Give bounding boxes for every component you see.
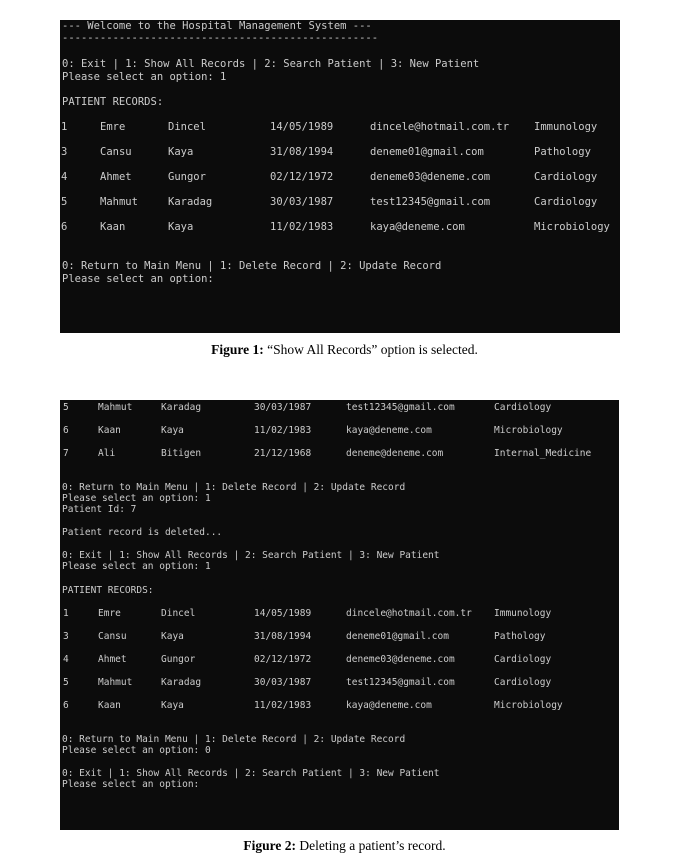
cell-dept: Microbiology <box>494 425 563 436</box>
cell-first: Mahmut <box>100 196 138 208</box>
patient-id-line: Patient Id: 7 <box>62 504 137 515</box>
cell-last: Dincel <box>168 121 206 133</box>
cell-first: Cansu <box>100 146 132 158</box>
prompt-line: Please select an option: 1 <box>62 561 211 572</box>
cell-dept: Immunology <box>534 121 598 133</box>
cell-id: 1 <box>63 608 69 619</box>
cell-email: dincele@hotmail.com.tr <box>370 121 510 133</box>
cell-email: kaya@deneme.com <box>370 221 465 233</box>
cell-dob: 21/12/1968 <box>254 448 312 459</box>
cell-dept: Cardiology <box>534 196 598 208</box>
cell-email: deneme01@gmail.com <box>346 631 449 642</box>
table-row <box>60 425 619 439</box>
cell-dob: 30/03/1987 <box>254 402 312 413</box>
caption-label: Figure 1: <box>211 342 264 357</box>
terminal-screenshot-2 <box>60 400 619 830</box>
cell-dept: Microbiology <box>494 700 563 711</box>
cell-dept: Microbiology <box>534 221 610 233</box>
cell-last: Kaya <box>161 631 184 642</box>
cell-dob: 14/05/1989 <box>254 608 312 619</box>
table-row <box>60 677 619 691</box>
cell-last: Karadag <box>161 402 202 413</box>
cell-first: Kaan <box>100 221 126 233</box>
cell-dob: 11/02/1983 <box>270 221 334 233</box>
cell-last: Karadag <box>161 677 202 688</box>
cell-dob: 14/05/1989 <box>270 121 334 133</box>
table-row <box>60 402 619 416</box>
cell-id: 5 <box>63 677 69 688</box>
table-row <box>60 221 620 235</box>
cell-last: Dincel <box>161 608 196 619</box>
terminal-screenshot-1 <box>60 20 620 333</box>
cell-id: 4 <box>61 171 68 183</box>
table-row <box>60 700 619 714</box>
table-row <box>60 654 619 668</box>
sub-menu-line: 0: Return to Main Menu | 1: Delete Record | 2: Update Record <box>62 482 406 493</box>
cell-first: Kaan <box>98 425 121 436</box>
cell-first: Mahmut <box>98 402 133 413</box>
table-row <box>60 448 619 462</box>
sub-menu-line: 0: Return to Main Menu | 1: Delete Record | 2: Update Record <box>62 260 442 272</box>
cell-dept: Pathology <box>494 631 546 642</box>
cell-dob: 31/08/1994 <box>270 146 334 158</box>
cell-dob: 11/02/1983 <box>254 425 312 436</box>
prompt-line: Please select an option: <box>62 779 200 790</box>
prompt-line: Please select an option: 1 <box>62 71 227 83</box>
cell-id: 6 <box>63 700 69 711</box>
cell-dept: Pathology <box>534 146 591 158</box>
cell-dept: Immunology <box>494 608 552 619</box>
cell-id: 5 <box>61 196 68 208</box>
prompt-line: Please select an option: 0 <box>62 745 211 756</box>
cell-dob: 31/08/1994 <box>254 631 312 642</box>
cell-dept: Cardiology <box>494 402 552 413</box>
caption-text: “Show All Records” option is selected. <box>263 342 478 357</box>
cell-first: Kaan <box>98 700 121 711</box>
cell-dob: 02/12/1972 <box>254 654 312 665</box>
sub-menu-line: 0: Return to Main Menu | 1: Delete Record | 2: Update Record <box>62 734 406 745</box>
cell-first: Ahmet <box>100 171 132 183</box>
cell-last: Karadag <box>168 196 213 208</box>
cell-dept: Internal_Medicine <box>494 448 592 459</box>
cell-first: Ali <box>98 448 116 459</box>
cell-first: Mahmut <box>98 677 133 688</box>
cell-email: deneme@deneme.com <box>346 448 444 459</box>
prompt-line: Please select an option: <box>62 273 214 285</box>
cell-dob: 11/02/1983 <box>254 700 312 711</box>
main-menu-line: 0: Exit | 1: Show All Records | 2: Search Patient | 3: New Patient <box>62 768 440 779</box>
main-menu-line: 0: Exit | 1: Show All Records | 2: Search Patient | 3: New Patient <box>62 550 440 561</box>
cell-first: Emre <box>98 608 121 619</box>
figure-caption-1 <box>0 342 689 358</box>
cell-email: kaya@deneme.com <box>346 425 432 436</box>
cell-last: Gungor <box>161 654 196 665</box>
cell-id: 7 <box>63 448 69 459</box>
cell-id: 3 <box>61 146 68 158</box>
cell-dept: Cardiology <box>494 677 552 688</box>
cell-id: 1 <box>61 121 68 133</box>
records-header: PATIENT RECORDS: <box>62 585 154 596</box>
cell-dob: 30/03/1987 <box>270 196 334 208</box>
cell-last: Kaya <box>168 221 194 233</box>
cell-last: Gungor <box>168 171 206 183</box>
cell-first: Emre <box>100 121 126 133</box>
table-row <box>60 146 620 160</box>
table-row <box>60 631 619 645</box>
cell-email: deneme03@deneme.com <box>370 171 491 183</box>
table-row <box>60 608 619 622</box>
cell-last: Kaya <box>168 146 194 158</box>
caption-text: Deleting a patient’s record. <box>296 838 446 853</box>
cell-id: 6 <box>63 425 69 436</box>
cell-email: deneme03@deneme.com <box>346 654 455 665</box>
deleted-message: Patient record is deleted... <box>62 527 223 538</box>
cell-email: dincele@hotmail.com.tr <box>346 608 472 619</box>
cell-last: Bitigen <box>161 448 202 459</box>
welcome-line: --- Welcome to the Hospital Management System --- <box>62 20 372 32</box>
prompt-line: Please select an option: 1 <box>62 493 211 504</box>
cell-last: Kaya <box>161 700 184 711</box>
table-row <box>60 196 620 210</box>
dash-line: -------------------------------------------------- <box>62 32 379 44</box>
main-menu-line: 0: Exit | 1: Show All Records | 2: Search Patient | 3: New Patient <box>62 58 480 70</box>
cell-email: deneme01@gmail.com <box>370 146 484 158</box>
records-header: PATIENT RECORDS: <box>62 96 164 108</box>
cell-id: 6 <box>61 221 68 233</box>
caption-label: Figure 2: <box>243 838 297 853</box>
cell-first: Cansu <box>98 631 127 642</box>
cell-first: Ahmet <box>98 654 127 665</box>
cell-last: Kaya <box>161 425 184 436</box>
cell-email: kaya@deneme.com <box>346 700 432 711</box>
cell-email: test12345@gmail.com <box>346 402 455 413</box>
cell-dob: 30/03/1987 <box>254 677 312 688</box>
cell-email: test12345@gmail.com <box>346 677 455 688</box>
cell-id: 4 <box>63 654 69 665</box>
cell-dob: 02/12/1972 <box>270 171 334 183</box>
table-row <box>60 171 620 185</box>
cell-id: 3 <box>63 631 69 642</box>
cell-id: 5 <box>63 402 69 413</box>
figure-caption-2 <box>0 838 689 854</box>
table-row <box>60 121 620 135</box>
cell-dept: Cardiology <box>494 654 552 665</box>
cell-dept: Cardiology <box>534 171 598 183</box>
cell-email: test12345@gmail.com <box>370 196 491 208</box>
